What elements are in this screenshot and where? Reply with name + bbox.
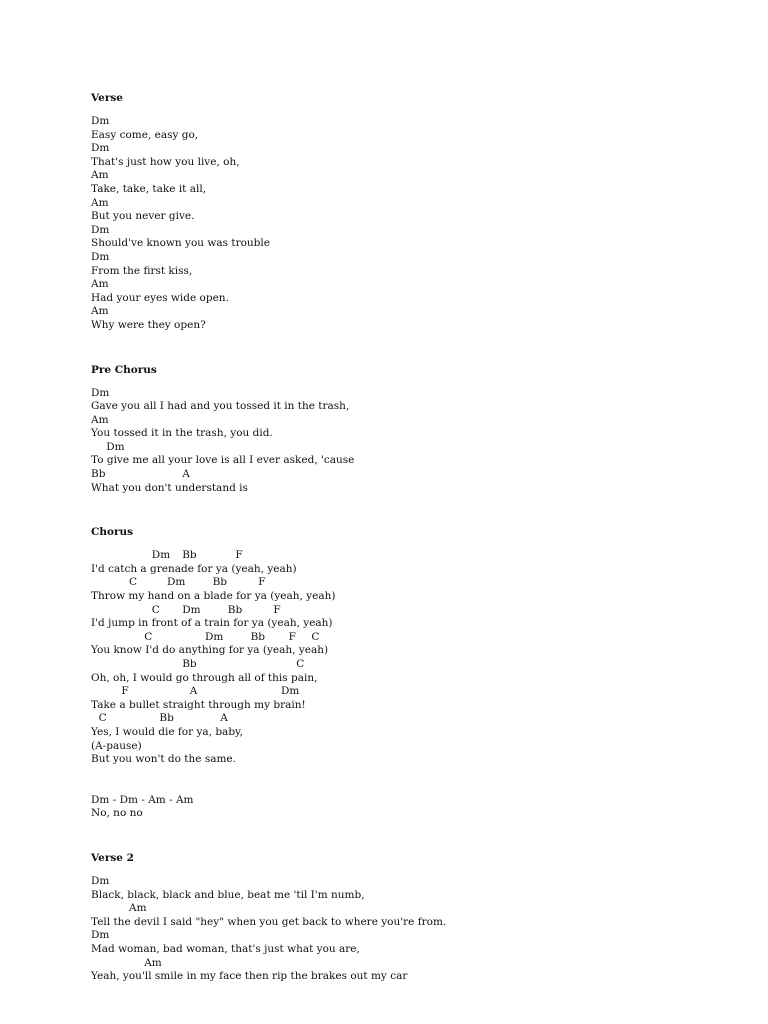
chord-line <box>91 224 751 238</box>
song-section <box>91 821 751 984</box>
lyric-line: Easy come, easy go, <box>91 128 199 141</box>
lyric-line: Take, take, take it all, <box>91 182 207 195</box>
chord-line <box>91 197 751 211</box>
lyric-line: From the first kiss, <box>91 264 193 277</box>
chord: Dm <box>91 250 110 263</box>
chord: F <box>273 603 281 616</box>
lyric-line: Why were they open? <box>91 318 206 331</box>
lyric-line: Dm - Dm - Am - Am <box>91 793 194 806</box>
chord-line <box>91 712 751 726</box>
section-spacer <box>91 821 751 848</box>
section-spacer <box>91 495 751 522</box>
chord-line <box>91 875 751 889</box>
lyric-line: Gave you all I had and you tossed it in the trash, <box>91 400 350 413</box>
chord: Dm <box>91 874 110 887</box>
lyric-line: That's just how you live, oh, <box>91 155 240 168</box>
chord: Bb <box>212 576 228 589</box>
lyric-line: I'd catch a grenade for ya (yeah, yeah) <box>91 562 297 575</box>
chord: Bb <box>159 712 174 725</box>
song-section <box>91 495 751 767</box>
chord-line <box>91 604 751 618</box>
section-heading: Verse 2 <box>91 851 134 864</box>
chord: Bb <box>227 603 243 616</box>
chord: A <box>220 712 228 725</box>
chord: C <box>311 630 320 643</box>
chord: C <box>151 603 160 616</box>
chord: Am <box>91 413 109 426</box>
chord: Am <box>91 305 109 318</box>
lyric-line: Yeah, you'll smile in my face then rip the brakes out my car <box>91 970 408 983</box>
chord: Am <box>144 956 162 969</box>
lyric-line: Oh, oh, I would go through all of this pain, <box>91 671 318 684</box>
chord: C <box>144 630 153 643</box>
lyric-line: What you don't understand is <box>91 481 248 494</box>
chord-line <box>91 549 751 563</box>
chord-line <box>91 957 751 971</box>
chord: F <box>121 685 129 698</box>
chord: A <box>189 685 198 698</box>
chord-line <box>91 305 751 319</box>
chord: Bb <box>182 658 197 670</box>
lyric-line: I'd jump in front of a train for ya (yeah, yeah) <box>91 617 333 630</box>
lyric-line: To give me all your love is all I ever asked, 'cause <box>91 454 355 467</box>
song-document <box>91 88 751 984</box>
lyric-line: Mad woman, bad woman, that's just what you are, <box>91 942 360 955</box>
chord: Dm <box>205 630 224 643</box>
section-heading: Pre Chorus <box>91 363 157 376</box>
chord-line <box>91 115 751 129</box>
section-spacer <box>91 767 751 794</box>
section-heading: Verse <box>91 92 123 104</box>
chord-line <box>91 414 751 428</box>
chord: Dm <box>182 603 201 616</box>
chord: C <box>296 658 305 670</box>
chord: Am <box>91 169 109 182</box>
chord-line <box>91 929 751 943</box>
chord: Bb <box>250 630 266 643</box>
chord-line <box>91 576 751 590</box>
song-section <box>91 333 751 496</box>
chord-line <box>91 142 751 156</box>
chord-line <box>91 278 751 292</box>
lyric-line: Tell the devil I said "hey" when you get back to where you're from. <box>91 915 447 928</box>
chord: Dm <box>91 223 110 236</box>
section-spacer <box>91 333 751 360</box>
lyric-line: You know I'd do anything for ya (yeah, yeah) <box>91 644 329 657</box>
chord: Am <box>129 902 147 915</box>
chord: A <box>182 468 190 481</box>
chord-line <box>91 169 751 183</box>
chord: F <box>288 630 296 643</box>
chord-line <box>91 251 751 265</box>
song-section <box>91 767 751 821</box>
chord: F <box>258 576 266 589</box>
chord: Dm <box>91 386 110 399</box>
lyric-line: No, no no <box>91 807 143 820</box>
lyric-line: Should've known you was trouble <box>91 237 270 250</box>
chord: Dm <box>151 549 171 562</box>
lyric-line: Black, black, black and blue, beat me 'til I'm numb, <box>91 888 365 901</box>
lyric-line: (A-pause) <box>91 739 142 752</box>
chord: C <box>129 576 138 589</box>
chord-line <box>91 631 751 645</box>
chord: C <box>98 712 107 725</box>
chord: Bb <box>91 468 106 481</box>
lyric-line: But you never give. <box>91 210 195 223</box>
chord: Am <box>91 196 109 209</box>
lyric-line: Throw my hand on a blade for ya (yeah, yeah) <box>91 590 336 603</box>
lyric-line: Had your eyes wide open. <box>91 291 229 304</box>
song-section <box>91 88 751 333</box>
chord-line <box>91 441 751 455</box>
section-heading: Chorus <box>91 526 134 539</box>
chord: Dm <box>106 440 125 453</box>
chord: F <box>235 549 243 562</box>
chord-line <box>91 387 751 401</box>
chord: Am <box>91 278 109 291</box>
chord: Dm <box>91 142 110 155</box>
chord-line <box>91 658 751 672</box>
chord: Dm <box>91 115 110 127</box>
chord: Bb <box>182 549 197 562</box>
chord: Dm <box>281 685 300 698</box>
lyric-line: You tossed it in the trash, you did. <box>91 427 273 440</box>
lyric-line: But you won't do the same. <box>91 753 236 766</box>
chord: Dm <box>167 576 186 589</box>
chord-line <box>91 685 751 699</box>
chord-line <box>91 468 751 482</box>
chord: Dm <box>91 929 110 942</box>
lyric-line: Take a bullet straight through my brain! <box>91 698 306 711</box>
chord-line <box>91 902 751 916</box>
lyric-line: Yes, I would die for ya, baby, <box>91 725 243 738</box>
